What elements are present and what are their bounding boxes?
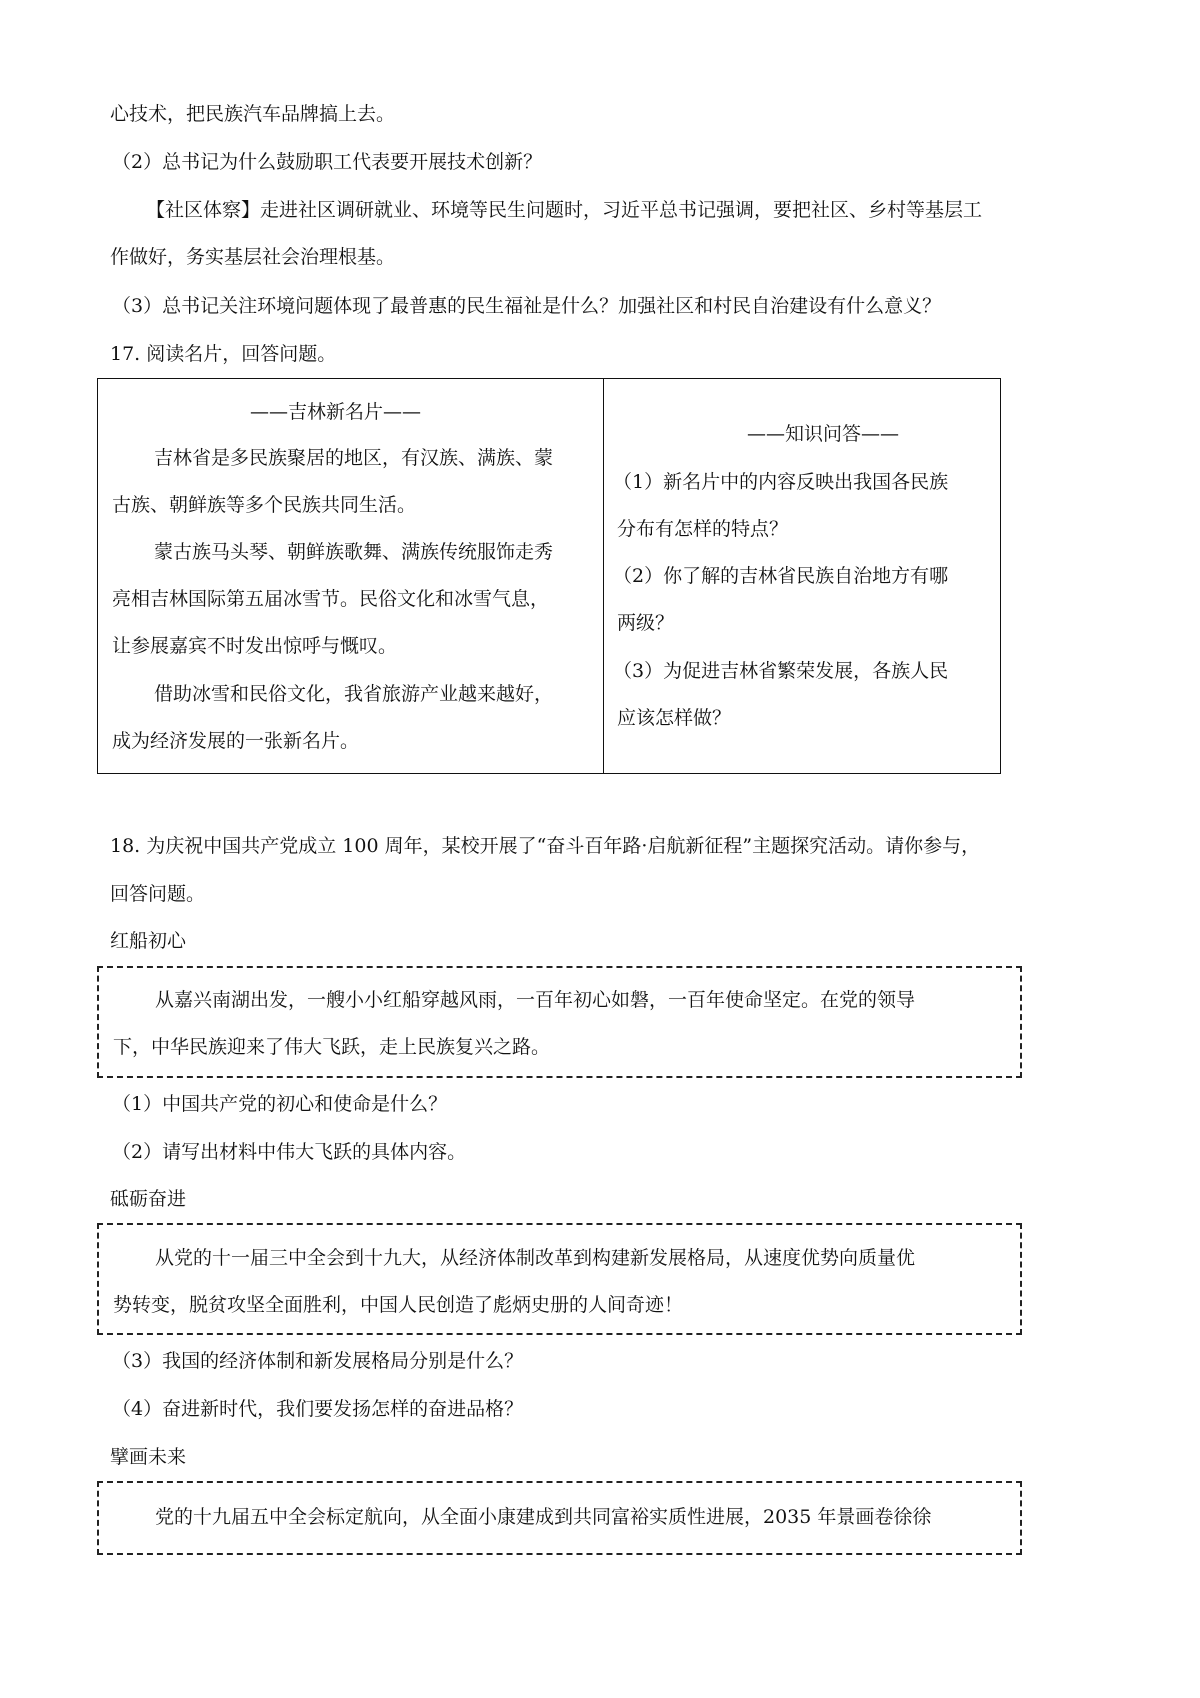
material-box (97, 1223, 1022, 1335)
question-3: （3）总书记关注环境问题体现了最普惠的民生福祉是什么？加强社区和村民自治建设有什么意义？ (112, 295, 942, 317)
card-right-question: 两级？ (617, 612, 675, 634)
material-text: 从嘉兴南湖出发，一艘小小红船穿越风雨，一百年初心如磐，一百年使命坚定。在党的领导 (155, 989, 916, 1011)
material-text: 下，中华民族迎来了伟大飞跃，走上民族复兴之路。 (113, 1036, 551, 1058)
question-17-title: 17. 阅读名片，回答问题。 (110, 343, 337, 365)
card-right-question: 分布有怎样的特点？ (617, 518, 789, 540)
question-18-title: 18. 为庆祝中国共产党成立 100 周年，某校开展了“奋斗百年路·启航新征程”主题探究活动。请你参与， (110, 835, 981, 857)
question-18-title-cont: 回答问题。 (110, 883, 206, 905)
card-right-question: 应该怎样做？ (617, 707, 732, 729)
card-right-question: （1）新名片中的内容反映出我国各民族 (613, 471, 949, 493)
card-left-heading: ——吉林新名片—— (250, 401, 422, 423)
card-right-question: （2）你了解的吉林省民族自治地方有哪 (613, 565, 949, 587)
card-left-text: 借助冰雪和民俗文化，我省旅游产业越来越好， (154, 683, 554, 705)
card-right-heading: ——知识问答—— (747, 423, 900, 445)
question-18-1: （1）中国共产党的初心和使命是什么？ (112, 1093, 448, 1115)
question-18-3: （3）我国的经济体制和新发展格局分别是什么？ (112, 1350, 524, 1372)
card-left-text: 让参展嘉宾不时发出惊呼与慨叹。 (112, 635, 398, 657)
card-left-text: 吉林省是多民族聚居的地区，有汉族、满族、蒙 (154, 447, 554, 469)
section-heading: 红船初心 (110, 930, 187, 952)
material-box (97, 1481, 1022, 1555)
card-left-text: 亮相吉林国际第五届冰雪节。民俗文化和冰雪气息， (112, 588, 550, 610)
community-paragraph-line: 【社区体察】走进社区调研就业、环境等民生问题时，习近平总书记强调，要把社区、乡村等基层工 (146, 199, 983, 221)
section-heading: 砥砺奋进 (110, 1188, 187, 1210)
material-text: 从党的十一届三中全会到十九大，从经济体制改革到构建新发展格局，从速度优势向质量优 (155, 1247, 916, 1269)
name-card-table (97, 378, 1001, 774)
card-left-text: 蒙古族马头琴、朝鲜族歌舞、满族传统服饰走秀 (154, 541, 554, 563)
card-divider (603, 379, 604, 773)
material-text: 党的十九届五中全会标定航向，从全面小康建成到共同富裕实质性进展，2035 年景画卷徐徐 (155, 1506, 932, 1528)
material-text: 势转变，脱贫攻坚全面胜利，中国人民创造了彪炳史册的人间奇迹！ (113, 1294, 684, 1316)
card-right-question: （3）为促进吉林省繁荣发展，各族人民 (613, 660, 949, 682)
paragraph-line: 心技术，把民族汽车品牌搞上去。 (110, 103, 396, 125)
question-18-2: （2）请写出材料中伟大飞跃的具体内容。 (112, 1141, 467, 1163)
question-2: （2）总书记为什么鼓励职工代表要开展技术创新？ (112, 151, 543, 173)
card-left-text: 成为经济发展的一张新名片。 (112, 730, 360, 752)
card-left-text: 古族、朝鲜族等多个民族共同生活。 (112, 494, 417, 516)
material-box (97, 966, 1022, 1078)
section-heading: 擘画未来 (110, 1446, 187, 1468)
question-18-4: （4）奋进新时代，我们要发扬怎样的奋进品格？ (112, 1398, 524, 1420)
community-paragraph-line: 作做好，务实基层社会治理根基。 (110, 246, 396, 268)
